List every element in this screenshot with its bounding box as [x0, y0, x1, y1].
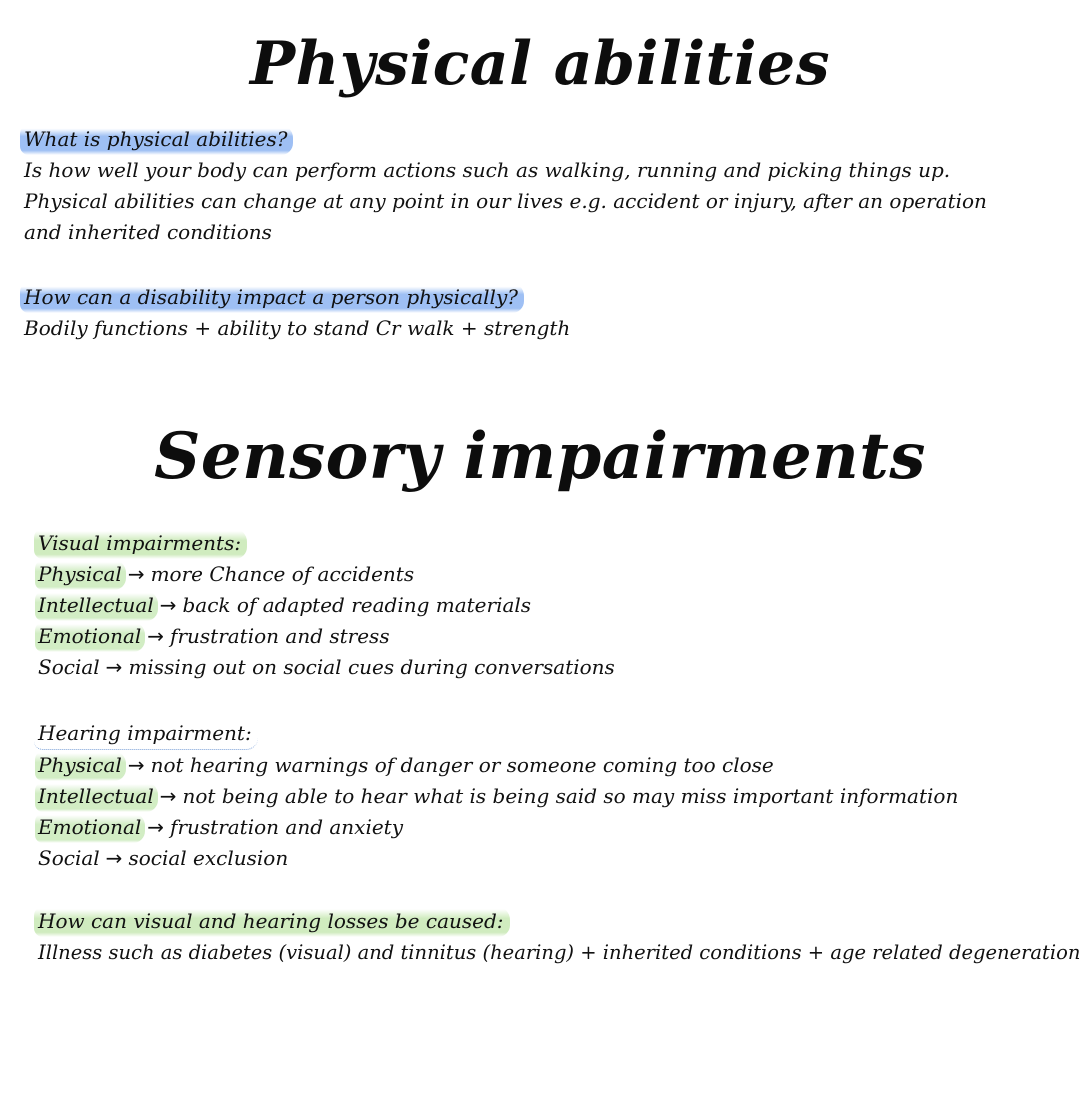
question-what-is-physical-abilities: What is physical abilities?	[20, 124, 293, 155]
row-label: Intellectual	[35, 590, 158, 621]
causes-text: Illness such as diabetes (visual) and tinnitus (hearing) + inherited conditions + age related degeneration	[38, 941, 1080, 964]
row-label: Social	[38, 846, 100, 870]
arrow-icon: →	[127, 753, 145, 777]
row-label: Emotional	[35, 812, 145, 843]
row-text: not being able to hear what is being said so may miss important information	[182, 784, 959, 808]
row-text: missing out on social cues during conversations	[128, 655, 615, 679]
list-item	[38, 621, 615, 652]
row-text: back of adapted reading materials	[182, 593, 532, 617]
row-label: Social	[38, 655, 100, 679]
row-text: frustration and anxiety	[170, 815, 404, 839]
arrow-icon: →	[105, 655, 123, 679]
hearing-impairment-section	[38, 718, 958, 874]
causes-section	[38, 906, 1080, 968]
list-item	[38, 652, 615, 683]
arrow-icon: →	[147, 624, 165, 648]
list-item	[38, 812, 958, 843]
row-text: not hearing warnings of danger or someone coming too close	[150, 753, 774, 777]
causes-heading: How can visual and hearing losses be caused:	[34, 906, 510, 937]
sensory-impairments-title: Sensory impairments	[154, 419, 926, 494]
row-text: social exclusion	[128, 846, 289, 870]
question-disability-impact: How can a disability impact a person physically?	[20, 282, 524, 313]
visual-impairments-section	[38, 528, 615, 683]
list-item	[38, 590, 615, 621]
physical-abilities-title: Physical abilities	[250, 29, 830, 99]
row-text: more Chance of accidents	[150, 562, 415, 586]
visual-impairments-heading: Visual impairments:	[34, 528, 247, 559]
list-item	[38, 559, 615, 590]
list-item	[38, 781, 958, 812]
arrow-icon: →	[127, 562, 145, 586]
row-label: Physical	[35, 750, 126, 781]
arrow-icon: →	[147, 815, 165, 839]
row-label: Intellectual	[35, 781, 158, 812]
arrow-icon: →	[159, 593, 177, 617]
arrow-icon: →	[105, 846, 123, 870]
disability-impact-section	[24, 282, 1024, 344]
answer-disability-impact: Bodily functions + ability to stand Cr walk + strength	[24, 316, 571, 340]
list-item	[38, 843, 958, 874]
arrow-icon: →	[159, 784, 177, 808]
row-label: Emotional	[35, 621, 145, 652]
answer-physical-abilities: Is how well your body can perform actions such as walking, running and picking things up. Physical abilities can change at any point in our lives e.g. accident or injury, after an operation and inherited conditions	[24, 158, 987, 244]
physical-abilities-section	[24, 124, 1024, 248]
list-item	[38, 750, 958, 781]
row-label: Physical	[35, 559, 126, 590]
row-text: frustration and stress	[170, 624, 390, 648]
hearing-impairment-heading: Hearing impairment:	[34, 718, 258, 750]
